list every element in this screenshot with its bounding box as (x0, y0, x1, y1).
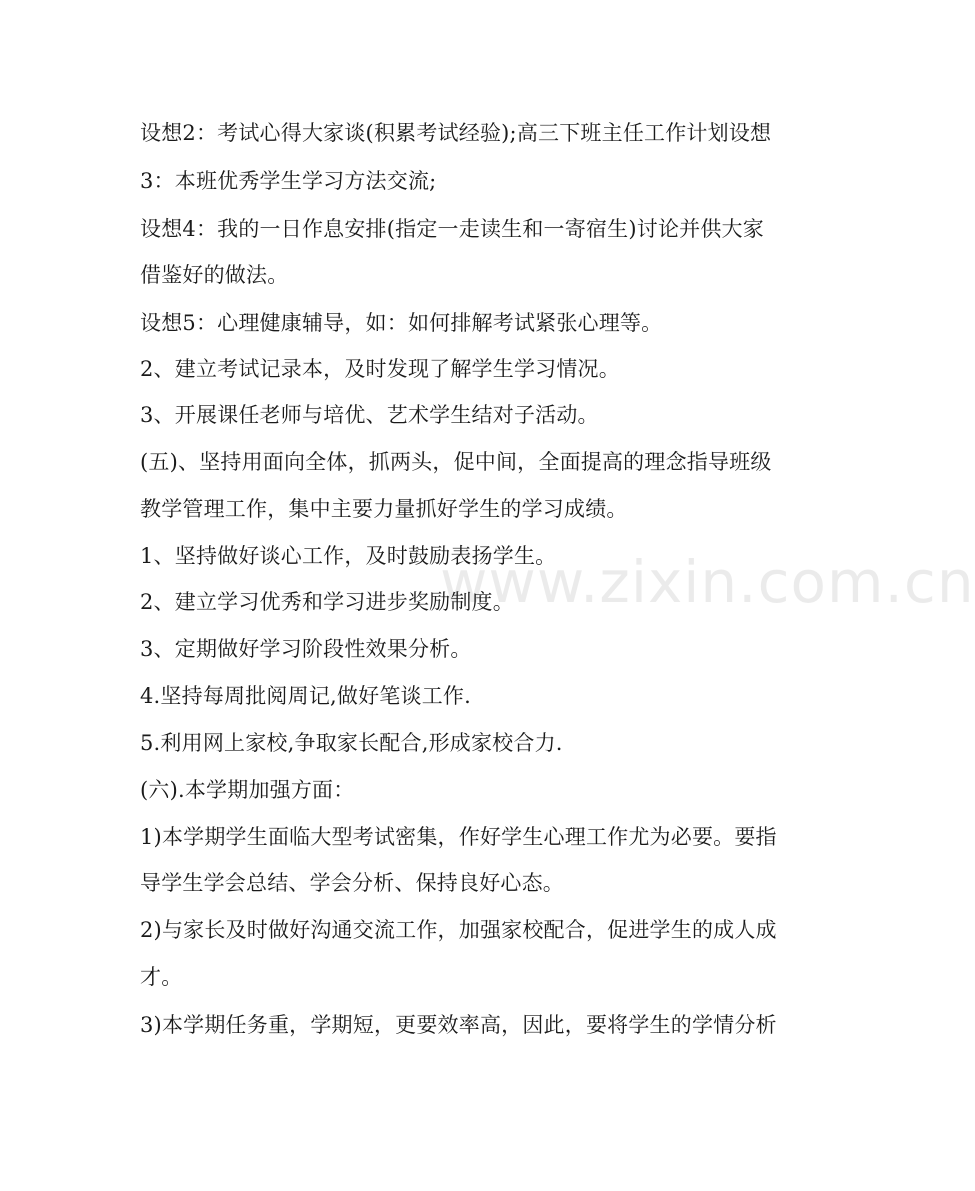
text-line: 教学管理工作，集中主要力量抓好学生的学习成绩。 (140, 497, 628, 521)
text-line: 才。 (140, 965, 183, 989)
text-line: 2、建立考试记录本，及时发现了解学生学习情况。 (140, 357, 620, 381)
text-line: 2、建立学习优秀和学习进步奖励制度。 (140, 590, 514, 614)
text-line: 借鉴好的做法。 (140, 263, 289, 287)
text-line: 3、开展课任老师与培优、艺术学生结对子活动。 (140, 403, 599, 427)
text-line: 设想5：心理健康辅导，如：如何排解考试紧张心理等。 (140, 311, 663, 335)
text-line: 1、坚持做好谈心工作，及时鼓励表扬学生。 (140, 544, 557, 568)
text-line: 2)与家长及时做好沟通交流工作，加强家校配合，促进学生的成人成 (140, 918, 777, 942)
text-line: (六).本学期加强方面： (140, 778, 355, 802)
text-line: 1)本学期学生面临大型考试密集，作好学生心理工作尤为必要。要指 (140, 825, 777, 849)
text-line: 3)本学期任务重，学期短，更要效率高，因此，要将学生的学情分析 (140, 1013, 777, 1037)
text-line: 3：本班优秀学生学习方法交流; (140, 169, 437, 193)
text-line: 设想4：我的一日作息安排(指定一走读生和一寄宿生)讨论并供大家 (140, 217, 764, 241)
text-line: 设想2：考试心得大家谈(积累考试经验);高三下班主任工作计划设想 (140, 121, 772, 145)
text-line: 3、定期做好学习阶段性效果分析。 (140, 637, 472, 661)
text-line: 4.坚持每周批阅周记,做好笔谈工作. (140, 684, 471, 708)
text-line: (五)、坚持用面向全体，抓两头，促中间，全面提高的理念指导班级 (140, 450, 772, 474)
watermark: www.zixin.com.cn (440, 548, 975, 616)
text-line: 导学生学会总结、学会分析、保持良好心态。 (140, 871, 564, 895)
text-line: 5.利用网上家校,争取家长配合,形成家校合力. (140, 731, 563, 755)
